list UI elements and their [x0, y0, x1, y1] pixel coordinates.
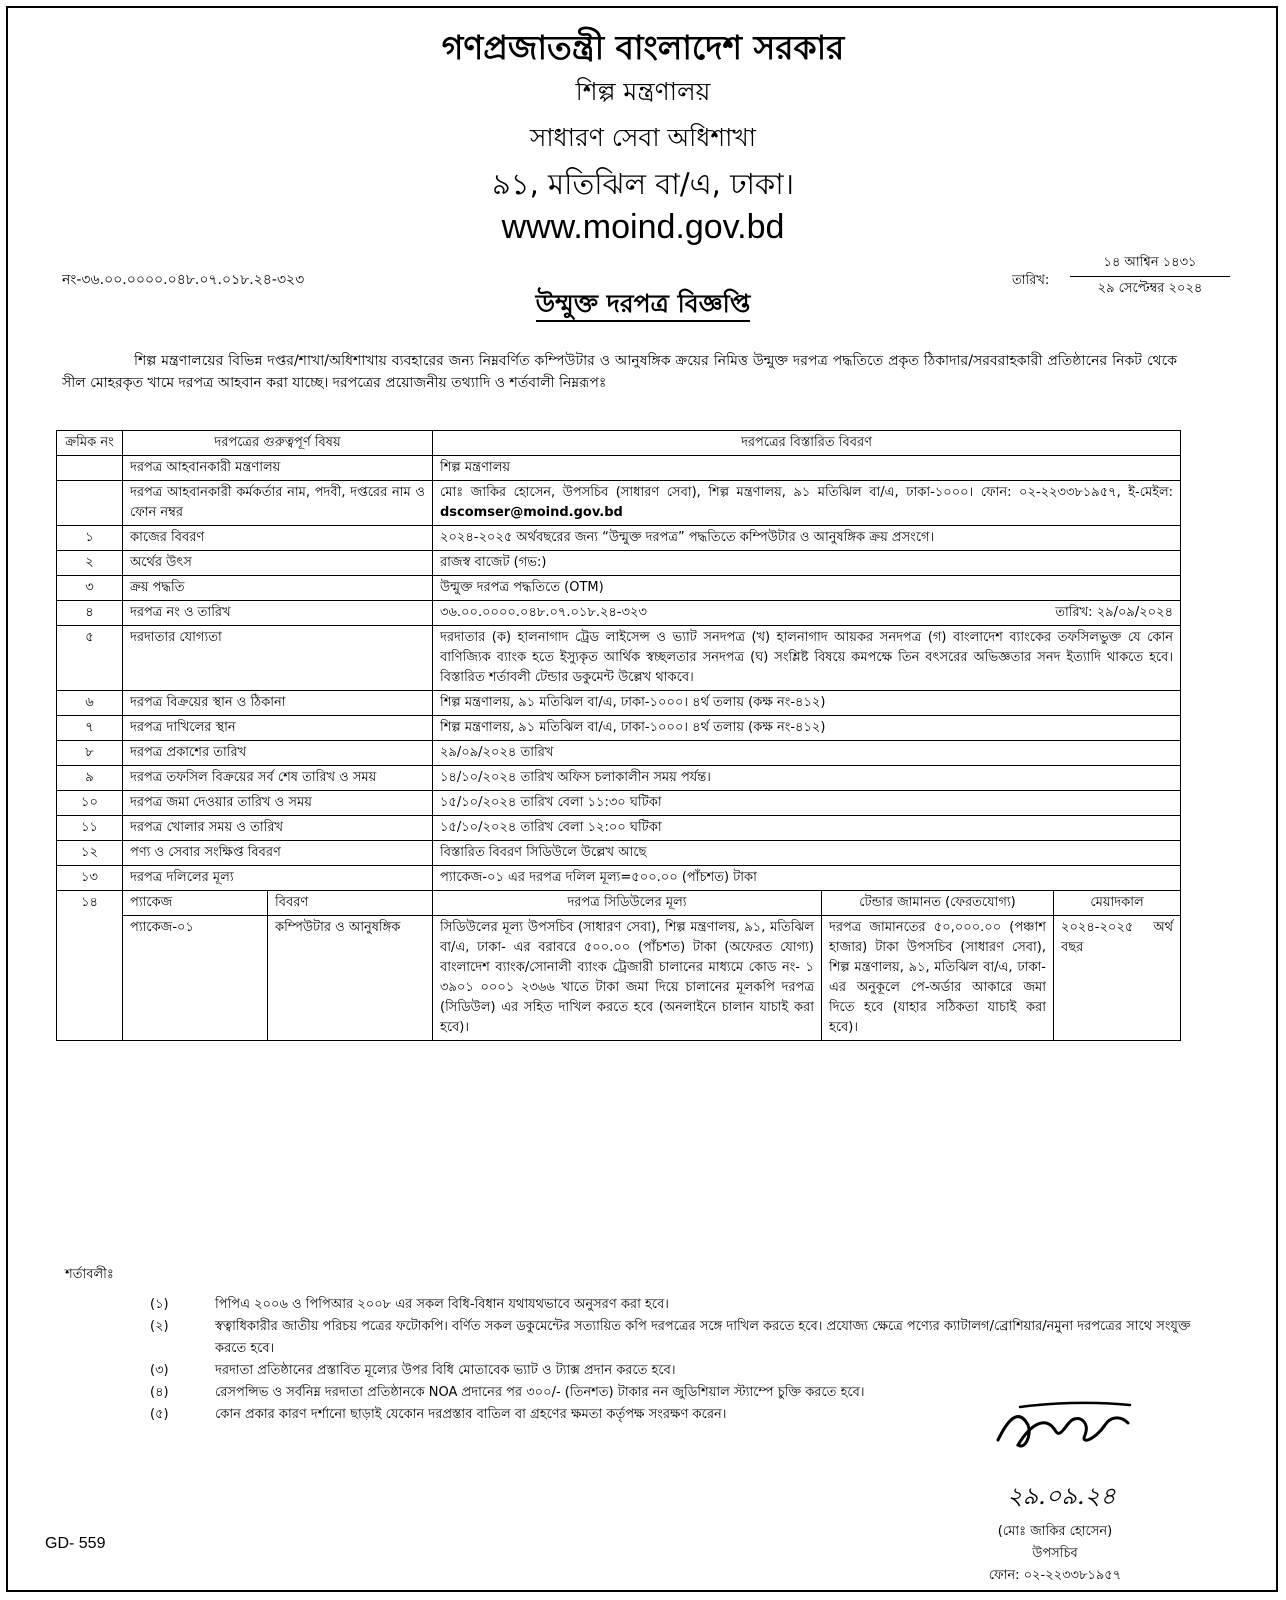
- row-serial: ৭: [57, 716, 123, 741]
- division-name: সাধারণ সেবা অধিশাখা: [529, 123, 757, 152]
- header-serial: ক্রমিক নং: [57, 431, 123, 456]
- memo-number: নং-৩৬.০০.০০০০.০৪৮.০৭.০১৮.২৪-৩২৩: [62, 272, 305, 288]
- date-gregorian: ২৯ সেপ্টেম্বর ২০২৪: [1097, 281, 1203, 296]
- row-details-text: ৩৬.০০.০০০০.০৪৮.০৭.০১৮.২৪-৩২৩: [440, 605, 647, 620]
- row-subject: দরপত্র জমা দেওয়ার তারিখ ও সময়: [123, 791, 433, 816]
- table-row: [57, 791, 1181, 816]
- package-description: কম্পিউটার ও আনুষঙ্গিক: [268, 916, 433, 1041]
- row-details: [433, 741, 1181, 766]
- table-row: [57, 601, 1181, 626]
- row-subject: পণ্য ও সেবার সংক্ষিপ্ত বিবরণ: [123, 841, 433, 866]
- package-period: ২০২৪-২০২৫ অর্থ বছর: [1054, 916, 1181, 1041]
- row-details: [433, 766, 1181, 791]
- table-row: [57, 481, 1181, 526]
- condition-number: (১): [150, 1297, 169, 1312]
- row-serial: ১১: [57, 816, 123, 841]
- row-serial: ২: [57, 551, 123, 576]
- row-details-text: রাজস্ব বাজেট (গভ:): [440, 555, 547, 570]
- row-details: [433, 841, 1181, 866]
- row-serial: ৯: [57, 766, 123, 791]
- package-header-row: [57, 891, 1181, 916]
- row-serial: ১৪: [57, 891, 123, 1041]
- signatory-phone: ফোন: ০২-২২৩৩৮১৯৫৭: [988, 1568, 1122, 1583]
- tender-date: তারিখ: ২৯/০৯/২০২৪: [1055, 605, 1174, 620]
- government-title: গণপ্রজাতন্ত্রী বাংলাদেশ সরকার: [441, 28, 845, 67]
- table-row: [57, 716, 1181, 741]
- row-serial: ৪: [57, 601, 123, 626]
- condition-item: [65, 1294, 1195, 1316]
- table-row: [57, 741, 1181, 766]
- row-subject: দরপত্র প্রকাশের তারিখ: [123, 741, 433, 766]
- intro-paragraph: শিল্প মন্ত্রণালয়ের বিভিন্ন দপ্তর/শাখা/অধিশাখায় ব্যবহারের জন্য নিম্নবর্ণিত কম্পিউটার ও আনুষঙ্গিক ক্রয়ের নিমিত্ত উন্মুক্ত দরপত্র পদ্ধতিতে প্রকৃত ঠিকাদার/সরবরাহকারী প্রতিষ্ঠানের নিকট থেকে সীল মোহরকৃত খামে দরপত্র আহবান করা যাচ্ছে। দরপত্রের প্রয়োজনীয় তথ্যাদি ও শর্তবালী নিম্নরূপঃ: [62, 353, 1177, 391]
- row-details: [433, 626, 1181, 691]
- condition-item: [65, 1316, 1195, 1360]
- row-details: [433, 791, 1181, 816]
- condition-item: [65, 1360, 1195, 1382]
- table-row: [57, 816, 1181, 841]
- table-row: [57, 551, 1181, 576]
- header-details: দরপত্রের বিস্তারিত বিবরণ: [433, 431, 1181, 456]
- condition-text: রেসপন্সিভ ও সর্বনিম্ন দরদাতা প্রতিষ্ঠানকে NOA প্রদানের পর ৩০০/- (তিনশত) টাকার নন জুডিশিয়াল স্ট্যাম্পে চুক্তি করতে হবে।: [215, 1385, 865, 1400]
- row-details: [433, 576, 1181, 601]
- condition-number: (৪): [150, 1385, 169, 1400]
- row-details-text: ২৯/০৯/২০২৪ তারিখ: [440, 745, 554, 760]
- row-details-text: ১৫/১০/২০২৪ তারিখ বেলা ১২:০০ ঘটিকা: [440, 820, 662, 835]
- signatory-designation: উপসচিব: [1032, 1546, 1078, 1561]
- row-details-text: ১৫/১০/২০২৪ তারিখ বেলা ১১:৩০ ঘটিকা: [440, 795, 662, 810]
- row-subject: দরপত্র দাখিলের স্থান: [123, 716, 433, 741]
- row-serial: [57, 481, 123, 526]
- header-period: মেয়াদকাল: [1054, 891, 1181, 916]
- row-details-text: শিল্প মন্ত্রণালয়, ৯১ মতিঝিল বা/এ, ঢাকা-১০০০। ৪র্থ তলায় (কক্ষ নং-৪১২): [440, 720, 826, 735]
- table-row: [57, 766, 1181, 791]
- footer-code: GD- 559: [45, 1535, 106, 1552]
- condition-number: (৩): [150, 1363, 169, 1378]
- condition-text: কোন প্রকার কারণ দর্শানো ছাড়াই যেকোন দরপ্রস্তাব বাতিল বা গ্রহণের ক্ষমতা কর্তৃপক্ষ সংরক্ষণ করেন।: [215, 1407, 727, 1422]
- row-serial: ১৩: [57, 866, 123, 891]
- row-subject: দরপত্র তফসিল বিক্রয়ের সর্ব শেষ তারিখ ও সময়: [123, 766, 433, 791]
- row-subject: দরপত্র আহবানকারী কর্মকর্তার নাম, পদবী, দপ্তরের নাম ও ফোন নম্বর: [123, 481, 433, 526]
- row-serial: ১: [57, 526, 123, 551]
- row-details-text: মোঃ জাকির হোসেন, উপসচিব (সাধারণ সেবা), শিল্প মন্ত্রণালয়, ৯১ মতিঝিল বা/এ, ঢাকা-১০০০। ফোন: ০২-২২৩৩৮১৯৫৭, ই-মেইল:: [440, 485, 1174, 500]
- condition-text: পিপিএ ২০০৬ ও পিপিআর ২০০৮ এর সকল বিধি-বিধান যথাযথভাবে অনুসরণ করা হবে।: [215, 1297, 669, 1312]
- ministry-name: শিল্প মন্ত্রণালয়: [575, 77, 711, 106]
- officer-email: dscomser@moind.gov.bd: [440, 505, 623, 520]
- table-row: [57, 691, 1181, 716]
- notice-title: উম্মুক্ত দরপত্র বিজ্ঞপ্তি: [0, 284, 1286, 327]
- row-details: [433, 716, 1181, 741]
- table-row: [57, 841, 1181, 866]
- row-serial: ১০: [57, 791, 123, 816]
- row-subject: কাজের বিবরণ: [123, 526, 433, 551]
- row-subject: দরপত্র দলিলের মূল্য: [123, 866, 433, 891]
- signatory-name: (মোঃ জাকির হোসেন): [997, 1524, 1113, 1539]
- row-details: [433, 816, 1181, 841]
- row-subject: দরপত্র নং ও তারিখ: [123, 601, 433, 626]
- row-serial: ৮: [57, 741, 123, 766]
- row-details-text: প্যাকেজ-০১ এর দরপত্র দলিল মূল্য=৫০০.০০ (পাঁচশত) টাকা: [440, 870, 757, 885]
- package-security: দরপত্র জামানতের ৫০,০০০.০০ (পঞ্চাশ হাজার) টাকা উপসচিব (সাধারণ সেবা), শিল্প মন্ত্রণালয়, ৯১, মতিঝিল বা/এ, ঢাকা-এর অনুকূলে পে-অর্ডার আকারে জমা দিতে হবে (যাহার সঠিকতা যাচাই করা হবে)।: [822, 916, 1054, 1041]
- row-subject: অর্থের উৎস: [123, 551, 433, 576]
- row-details: [433, 551, 1181, 576]
- tender-table: [56, 430, 1181, 1041]
- conditions-heading: শর্তাবলীঃ: [65, 1267, 114, 1282]
- row-details: [433, 526, 1181, 551]
- row-details-text: শিল্প মন্ত্রণালয়: [440, 460, 511, 475]
- handwritten-signature: [990, 1395, 1140, 1465]
- row-details-text: শিল্প মন্ত্রণালয়, ৯১ মতিঝিল বা/এ, ঢাকা-১০০০। ৪র্থ তলায় (কক্ষ নং-৪১২): [440, 695, 826, 710]
- row-details: [433, 481, 1181, 526]
- package-name: প্যাকেজ-০১: [123, 916, 268, 1041]
- table-row: [57, 456, 1181, 481]
- row-details-text: বিস্তারিত বিবরণ সিডিউলে উল্লেখ আছে: [440, 845, 647, 860]
- row-subject: দরপত্র বিক্রয়ের স্থান ও ঠিকানা: [123, 691, 433, 716]
- table-row: [57, 576, 1181, 601]
- row-subject: ক্রয় পদ্ধতি: [123, 576, 433, 601]
- row-details: [433, 601, 1181, 626]
- row-details-text: দরদাতার (ক) হালনাগাদ ট্রেড লাইসেন্স ও ভ্যাট সনদপত্র (খ) হালনাগাদ আয়কর সনদপত্র (গ) বাংলাদেশ ব্যাংকের তফসিলভুক্ত যে কোন বাণিজ্যিক ব্যাংক হতে ইস্যুকৃত আর্থিক স্বচ্ছলতার সনদপত্র (ঘ) সংশ্লিষ্ট বিষয়ে কমপক্ষে তিন বৎসরের অভিজ্ঞতার সনদ ইত্যাদি থাকতে হবে। বিস্তারিত শর্তাবলী টেন্ডার ডকুমেন্ট উল্লেখ থাকবে।: [440, 630, 1174, 685]
- header-subject: দরপত্রের গুরুত্বপূর্ণ বিষয়: [123, 431, 433, 456]
- package-row: [57, 916, 1181, 1041]
- row-details: [433, 691, 1181, 716]
- row-details: [433, 456, 1181, 481]
- header-schedule-price: দরপত্র সিডিউলের মূল্য: [433, 891, 822, 916]
- row-subject: দরপত্র আহবানকারী মন্ত্রণালয়: [123, 456, 433, 481]
- condition-text: দরদাতা প্রতিষ্ঠানের প্রস্তাবিত মূল্যের উপর বিধি মোতাবেক ভ্যাট ও ট্যাক্স প্রদান করতে হবে।: [215, 1363, 676, 1378]
- date-label: তারিখ:: [1012, 273, 1050, 288]
- row-details-text: উন্মুক্ত দরপত্র পদ্ধতিতে (OTM): [440, 580, 604, 595]
- condition-number: (২): [150, 1319, 169, 1334]
- table-row: [57, 526, 1181, 551]
- row-serial: [57, 456, 123, 481]
- row-details-text: ১৪/১০/২০২৪ তারিখ অফিস চলাকালীন সময় পর্যন্ত।: [440, 770, 711, 785]
- row-details-text: ২০২৪-২০২৫ অর্থবছরের জন্য “উন্মুক্ত দরপত্র” পদ্ধতিতে কম্পিউটার ও আনুষঙ্গিক ক্রয় প্রসংগে।: [440, 530, 935, 545]
- table-row: [57, 626, 1181, 691]
- package-schedule-price: সিডিউলের মূল্য উপসচিব (সাধারণ সেবা), শিল্প মন্ত্রণালয়, ৯১, মতিঝিল বা/এ, ঢাকা- এর বরাবরে ৫০০.০০ (পাঁচশত) টাকা (অফেরত যোগ্য) বাংলাদেশ ব্যাংক/সোনালী ব্যাংক ট্রেজারী চালানের মাধ্যমে কোড নং- ১ ৩৯০১ ০০০১ ২৩৬৬ খাতে টাকা জমা দিয়ে চালানের মূলকপি দরপত্র (সিডিউল) এর সহিত দাখিল করতে হবে (অনলাইনে চালান যাচাই করা হবে)।: [433, 916, 822, 1041]
- signature-date: ২৯.০৯.২৪: [1007, 1482, 1116, 1510]
- signatory-block: [935, 1521, 1175, 1587]
- header-package: প্যাকেজ: [123, 891, 268, 916]
- address: ৯১, মতিঝিল বা/এ, ঢাকা।: [491, 167, 794, 201]
- date-bangla: ১৪ আশ্বিন ১৪৩১: [1070, 253, 1230, 277]
- row-subject: দরপত্র খোলার সময় ও তারিখ: [123, 816, 433, 841]
- website: www.moind.gov.bd: [501, 208, 785, 246]
- row-serial: ৫: [57, 626, 123, 691]
- row-serial: ৬: [57, 691, 123, 716]
- condition-text: স্বত্বাধিকারীর জাতীয় পরিচয় পত্রের ফটোকপি। বর্ণিত সকল ডকুমেন্টের সত্যায়িত কপি দরপত্রের সঙ্গে দাখিল করতে হবে। প্রযোজ্য ক্ষেত্রে পণ্যের ক্যাটালগ/ব্রোশিয়ার/নমুনা দরপত্রের সাথে সংযুক্ত করতে হবে।: [215, 1319, 1191, 1356]
- table-header-row: [57, 431, 1181, 456]
- table-row: [57, 866, 1181, 891]
- row-serial: ৩: [57, 576, 123, 601]
- row-serial: ১২: [57, 841, 123, 866]
- row-subject: দরদাতার যোগ্যতা: [123, 626, 433, 691]
- header-security: টেন্ডার জামানত (ফেরতযোগ্য): [822, 891, 1054, 916]
- condition-number: (৫): [150, 1407, 169, 1422]
- row-details: [433, 866, 1181, 891]
- header-description: বিবরণ: [268, 891, 433, 916]
